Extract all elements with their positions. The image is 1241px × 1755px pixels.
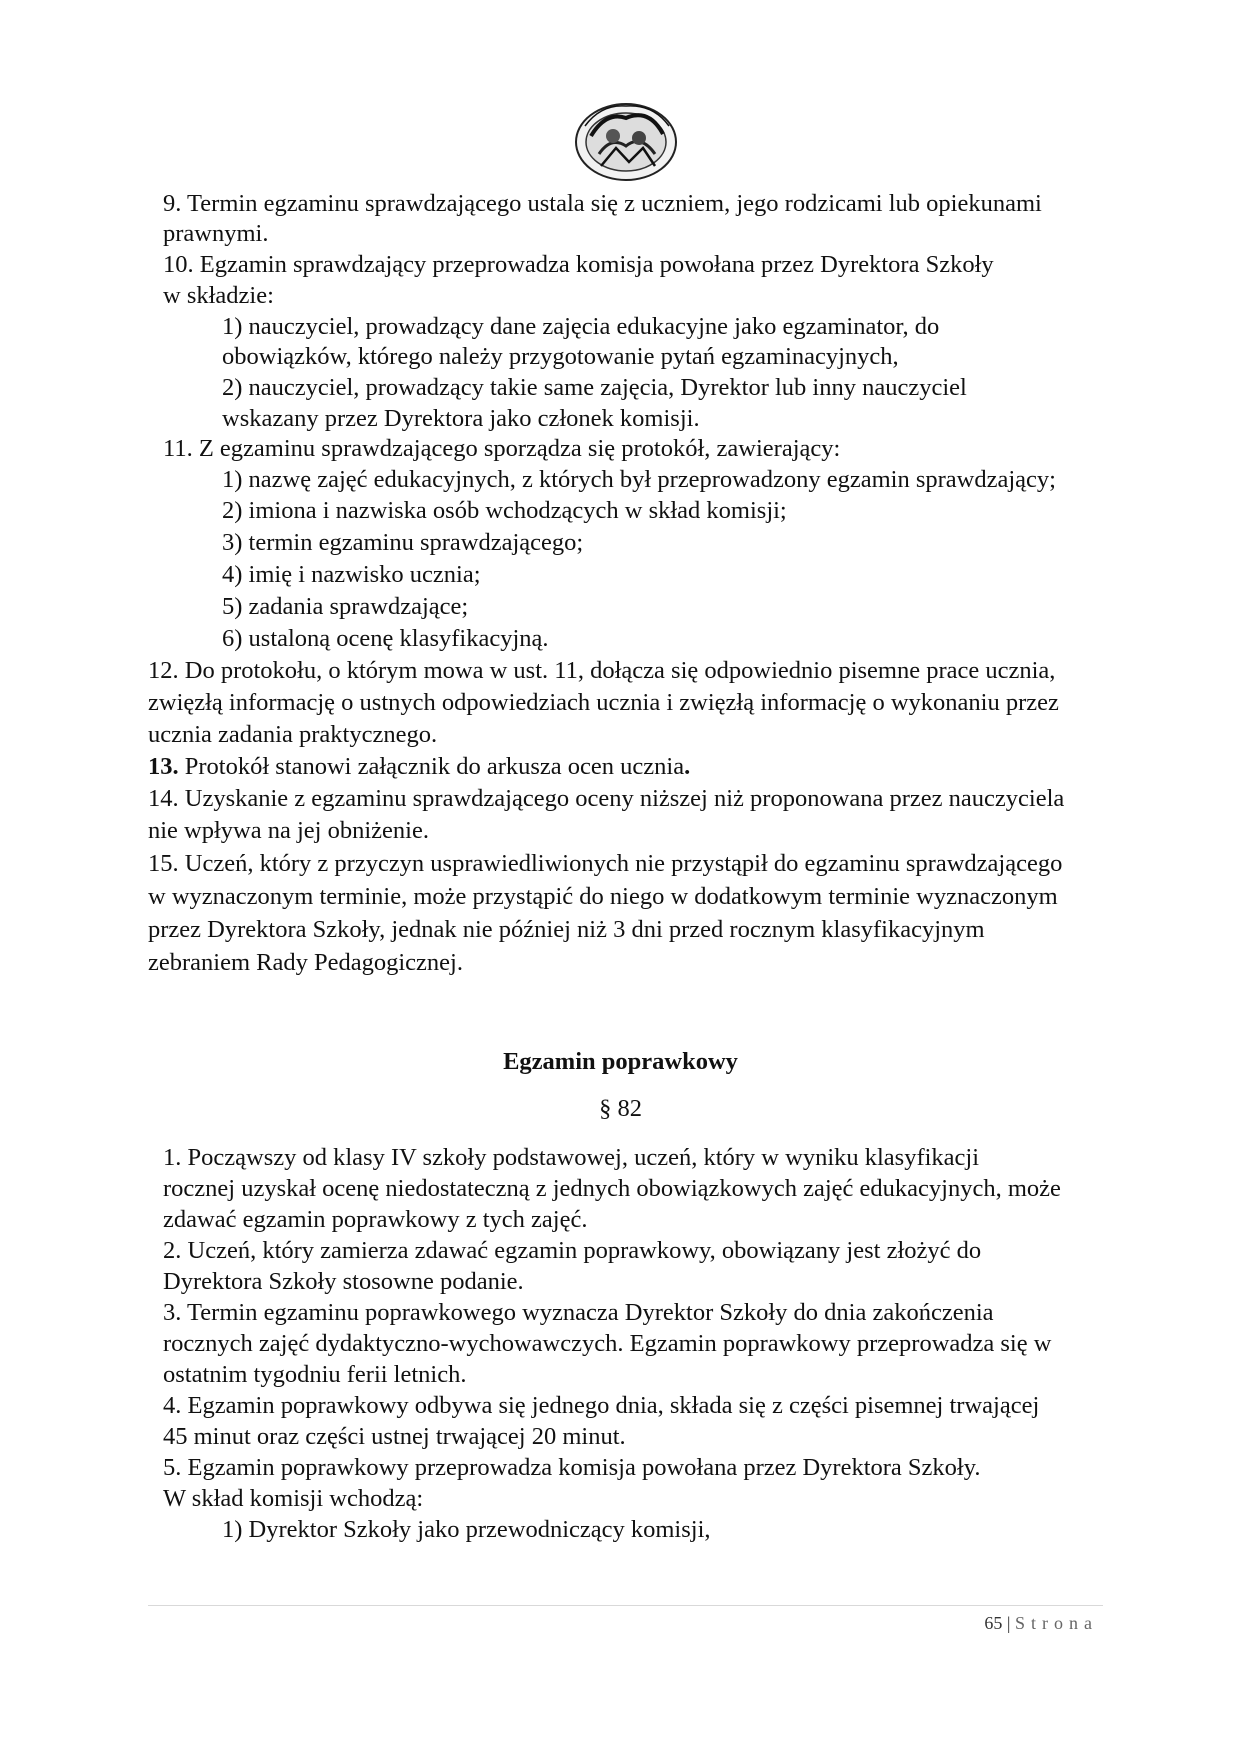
text-line: 1. Począwszy od klasy IV szkoły podstawowej, uczeń, który w wyniku klasyfikacji [163, 1144, 980, 1171]
text-line: 9. Termin egzaminu sprawdzającego ustala się z uczniem, jego rodzicami lub opiekunami [163, 190, 1042, 217]
text-line: ostatnim tygodniu ferii letnich. [163, 1361, 467, 1388]
item-end: . [684, 753, 691, 780]
text-line: rocznej uzyskał ocenę niedostateczną z jednych obowiązkowych zajęć edukacyjnych, może [163, 1175, 1061, 1202]
footer-divider [148, 1605, 1103, 1606]
text-line: prawnymi. [163, 220, 269, 247]
text-line: W skład komisji wchodzą: [163, 1485, 424, 1512]
text-line: 45 minut oraz części ustnej trwającej 20 minut. [163, 1423, 626, 1450]
page-footer [984, 1613, 1098, 1634]
footer-separator: | [1006, 1613, 1011, 1633]
text-line: 14. Uzyskanie z egzaminu sprawdzającego oceny niższej niż proponowana przez nauczyciela [148, 785, 1065, 812]
text-line: zebraniem Rady Pedagogicznej. [148, 949, 463, 976]
text-line: rocznych zajęć dydaktyczno-wychowawczych. Egzamin poprawkowy przeprowadza się w [163, 1330, 1052, 1357]
text-line: 3. Termin egzaminu poprawkowego wyznacza Dyrektor Szkoły do dnia zakończenia [163, 1299, 994, 1326]
text-line: 2) nauczyciel, prowadzący takie same zajęcia, Dyrektor lub inny nauczyciel [222, 374, 967, 401]
text-line: Dyrektora Szkoły stosowne podanie. [163, 1268, 524, 1295]
text-line: w składzie: [163, 282, 274, 309]
text-line: obowiązków, którego należy przygotowanie pytań egzaminacyjnych, [222, 343, 899, 370]
text-line: 2) imiona i nazwiska osób wchodzących w skład komisji; [222, 497, 787, 524]
text-line: wskazany przez Dyrektora jako członek komisji. [222, 405, 700, 432]
page-number: 65 [984, 1613, 1003, 1633]
paragraph-number: § 82 [599, 1095, 642, 1122]
text-line: 5. Egzamin poprawkowy przeprowadza komisja powołana przez Dyrektora Szkoły. [163, 1454, 981, 1481]
text-line: nie wpływa na jej obniżenie. [148, 817, 429, 844]
text-line: 4. Egzamin poprawkowy odbywa się jednego dnia, składa się z części pisemnej trwającej [163, 1392, 1040, 1419]
school-crest-logo [571, 96, 681, 184]
text-line: przez Dyrektora Szkoły, jednak nie później niż 3 dni przed rocznym klasyfikacyjnym [148, 916, 985, 943]
text-line: zdawać egzamin poprawkowy z tych zajęć. [163, 1206, 588, 1233]
page-label: Strona [1015, 1613, 1098, 1633]
text-line: 1) nazwę zajęć edukacyjnych, z których był przeprowadzony egzamin sprawdzający; [222, 466, 1056, 493]
item-text: Protokół stanowi załącznik do arkusza ocen ucznia [178, 753, 685, 780]
text-line: 15. Uczeń, który z przyczyn usprawiedliwionych nie przystąpił do egzaminu sprawdzającego [148, 850, 1063, 877]
text-line: 12. Do protokołu, o którym mowa w ust. 11, dołącza się odpowiednio pisemne prace ucznia, [148, 657, 1056, 684]
section-heading: Egzamin poprawkowy [503, 1048, 738, 1075]
text-line: 3) termin egzaminu sprawdzającego; [222, 529, 584, 556]
text-line: 6) ustaloną ocenę klasyfikacyjną. [222, 625, 549, 652]
text-line: 1) Dyrektor Szkoły jako przewodniczący komisji, [222, 1516, 711, 1543]
text-line: zwięzłą informację o ustnych odpowiedziach ucznia i zwięzłą informację o wykonaniu przez [148, 689, 1059, 716]
text-line: w wyznaczonym terminie, może przystąpić do niego w dodatkowym terminie wyznaczonym [148, 883, 1058, 910]
text-line: 10. Egzamin sprawdzający przeprowadza komisja powołana przez Dyrektora Szkoły [163, 251, 994, 278]
text-line [148, 752, 690, 782]
text-line: 5) zadania sprawdzające; [222, 593, 469, 620]
text-line: 1) nauczyciel, prowadzący dane zajęcia edukacyjne jako egzaminator, do [222, 313, 940, 340]
text-line: 11. Z egzaminu sprawdzającego sporządza się protokół, zawierający: [163, 435, 841, 462]
text-line: ucznia zadania praktycznego. [148, 721, 438, 748]
item-number: 13. [148, 753, 179, 780]
text-line: 2. Uczeń, który zamierza zdawać egzamin poprawkowy, obowiązany jest złożyć do [163, 1237, 982, 1264]
text-line: 4) imię i nazwisko ucznia; [222, 561, 481, 588]
